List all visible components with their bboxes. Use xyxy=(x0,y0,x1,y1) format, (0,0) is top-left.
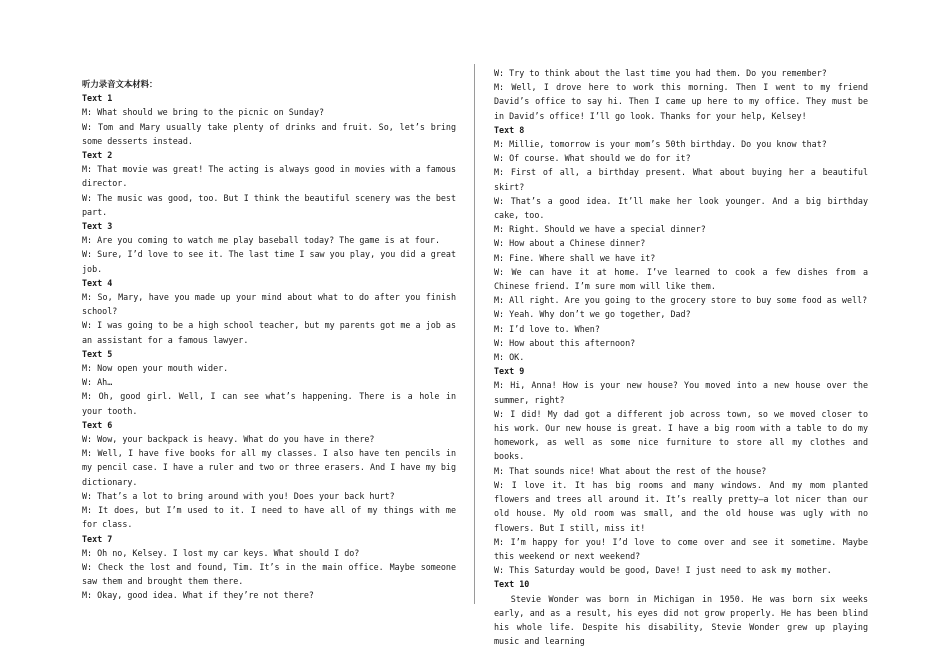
dialogue-line: M: All right. Are you going to the grocery store to buy some food as well? xyxy=(494,295,868,306)
dialogue-line: M: Oh no, Kelsey. I lost my car keys. What should I do? xyxy=(82,547,360,558)
dialogue-line: M: That sounds nice! What about the rest of the house? xyxy=(494,465,767,476)
dialogue-line: M: Well, I have five books for all my classes. I also have ten pencils in my pencil case. I have a ruler and two or three erasers. And I have my big dictionary. xyxy=(82,448,456,487)
section-heading: Text 2 xyxy=(82,150,113,161)
dialogue-line: W: I was going to be a high school teacher, but my parents got me a job as an assistant for a famous lawyer. xyxy=(82,320,456,345)
dialogue-line: W: Try to think about the last time you had them. Do you remember? xyxy=(494,68,827,78)
dialogue-line: W: That’s a lot to bring around with you! Does your back hurt? xyxy=(82,490,395,501)
dialogue-line: M: Oh, good girl. Well, I can see what’s happening. There is a hole in your tooth. xyxy=(82,391,456,416)
section-heading: Text 8 xyxy=(494,124,525,135)
dialogue-line: M: What should we bring to the picnic on Sunday? xyxy=(82,107,325,118)
dialogue-line: M: Hi, Anna! How is your new house? You moved into a new house over the summer, right? xyxy=(494,380,868,405)
dialogue-line: M: That movie was great! The acting is always good in movies with a famous director. xyxy=(82,164,456,189)
dialogue-line: M: Fine. Where shall we have it? xyxy=(494,252,656,263)
section-heading: Text 9 xyxy=(494,366,525,377)
section-heading: Text 5 xyxy=(82,348,113,359)
dialogue-line: M: Millie, tomorrow is your mom’s 50th birthday. Do you know that? xyxy=(494,139,827,150)
left-column xyxy=(82,77,456,603)
dialogue-line: W: Ah… xyxy=(82,377,113,388)
dialogue-line: W: Sure, I’d love to see it. The last time I saw you play, you did a great job. xyxy=(82,249,456,274)
dialogue-line: M: I’m happy for you! I’d love to come over and see it sometime. Maybe this weekend or next weekend? xyxy=(494,536,868,561)
dialogue-line: M: Now open your mouth wider. xyxy=(82,363,229,374)
dialogue-line: W: Tom and Mary usually take plenty of drinks and fruit. So, let’s bring some desserts instead. xyxy=(82,121,456,146)
dialogue-line: M: So, Mary, have you made up your mind about what to do after you finish school? xyxy=(82,292,456,317)
section-heading: 听力录音文本材料： xyxy=(82,79,158,89)
column-divider xyxy=(474,64,475,604)
dialogue-line: W: The music was good, too. But I think the beautiful scenery was the best part. xyxy=(82,192,456,217)
dialogue-line: W: How about this afternoon? xyxy=(494,337,636,348)
right-column xyxy=(494,66,868,648)
dialogue-line: W: This Saturday would be good, Dave! I just need to ask my mother. xyxy=(494,565,832,576)
dialogue-line: W: How about a Chinese dinner? xyxy=(494,238,646,249)
section-heading: Text 10 xyxy=(494,579,530,590)
section-heading: Text 7 xyxy=(82,533,113,544)
dialogue-line: M: Right. Should we have a special dinner? xyxy=(494,224,706,235)
dialogue-line: W: We can have it at home. I’ve learned to cook a few dishes from a Chinese friend. I’m sure mom will like them. xyxy=(494,266,868,292)
dialogue-line: M: Are you coming to watch me play baseball today? The game is at four. xyxy=(82,235,440,246)
section-heading: Text 6 xyxy=(82,419,113,430)
dialogue-line: W: Check the lost and found, Tim. It’s in the main office. Maybe someone saw them and brought them there. xyxy=(82,561,456,587)
dialogue-line: W: I love it. It has big rooms and many windows. And my mom planted flowers and trees all around it. It’s really pretty—a lot nicer than our old house. My old room was small, and the old house was ugly with no flowers. But I still, miss it! xyxy=(494,479,868,533)
passage-paragraph: Stevie Wonder was born in Michigan in 1950. He was born six weeks early, and as a result, his eyes did not grow properly. He has been blind his whole life. Despite his disability, Stevie Wonder grew up playing music and learning xyxy=(494,593,868,647)
dialogue-line: M: It does, but I’m used to it. I need to have all of my things with me for class. xyxy=(82,505,456,530)
dialogue-line: W: Wow, your backpack is heavy. What do you have in there? xyxy=(82,434,375,445)
dialogue-line: W: Of course. What should we do for it? xyxy=(494,153,691,164)
dialogue-line: M: OK. xyxy=(494,352,525,363)
dialogue-line: W: Yeah. Why don’t we go together, Dad? xyxy=(494,309,691,320)
section-heading: Text 1 xyxy=(82,93,113,104)
dialogue-line: M: Okay, good idea. What if they’re not there? xyxy=(82,590,314,601)
section-heading: Text 3 xyxy=(82,221,113,232)
dialogue-line: W: That’s a good idea. It’ll make her look younger. And a big birthday cake, too. xyxy=(494,195,868,221)
dialogue-line: M: Well, I drove here to work this morning. Then I went to my friend David’s office to say hi. Then I came up here to my office. They must be in David’s office! I’ll go look. Thanks for your help, Kelsey! xyxy=(494,82,868,121)
dialogue-line: W: I did! My dad got a different job across town, so we moved closer to his work. Our new house is great. I have a big room with a table to do my homework, as well as some nice furniture to store all my clothes and books. xyxy=(494,408,868,462)
dialogue-line: M: I’d love to. When? xyxy=(494,323,600,334)
dialogue-line: M: First of all, a birthday present. What about buying her a beautiful skirt? xyxy=(494,167,868,192)
section-heading: Text 4 xyxy=(82,277,113,288)
